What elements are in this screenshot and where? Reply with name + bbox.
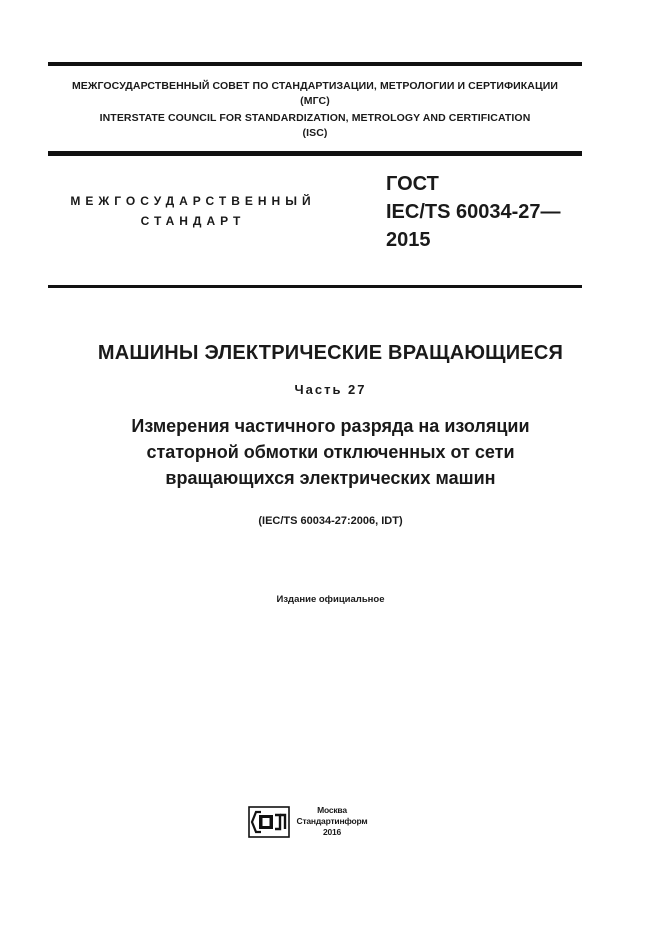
subtitle-line2: статорной обмотки отключенных от сети xyxy=(146,442,515,462)
middle-rule xyxy=(48,151,582,156)
standard-type-line1: МЕЖГОСУДАРСТВЕННЫЙ xyxy=(70,194,316,208)
standard-designation xyxy=(386,170,561,254)
standartinform-logo-icon xyxy=(248,806,290,838)
council-name-ru xyxy=(48,79,582,109)
subtitle-line3: вращающихся электрических машин xyxy=(165,468,496,488)
council-abbr-ru: (МГС) xyxy=(300,95,330,107)
document-subtitle xyxy=(60,413,601,491)
designation-line1: ГОСТ xyxy=(386,173,439,195)
part-number: Часть 27 xyxy=(294,382,367,397)
iec-reference: (IEC/TS 60034-27:2006, IDT) xyxy=(258,515,403,527)
designation-line3: 2015 xyxy=(386,229,431,251)
lower-rule xyxy=(48,285,582,288)
document-title: МАШИНЫ ЭЛЕКТРИЧЕСКИЕ ВРАЩАЮЩИЕСЯ xyxy=(97,342,564,364)
council-name-en-line1: INTERSTATE COUNCIL FOR STANDARDIZATION, METROLOGY AND CERTIFICATION xyxy=(99,112,531,124)
designation-line2: IEC/TS 60034-27— xyxy=(386,201,561,223)
edition-label: Издание официальное xyxy=(276,594,385,605)
top-rule xyxy=(48,62,582,66)
council-abbr-en: (ISC) xyxy=(302,127,328,139)
publisher-year: 2016 xyxy=(322,827,342,837)
standard-type-line2: СТАНДАРТ xyxy=(140,214,246,228)
subtitle-line1: Измерения частичного разряда на изоляции xyxy=(131,416,530,436)
council-name-ru-line1: МЕЖГОСУДАРСТВЕННЫЙ СОВЕТ ПО СТАНДАРТИЗАЦИИ, МЕТРОЛОГИИ И СЕРТИФИКАЦИИ xyxy=(71,80,559,92)
publisher-city: Москва xyxy=(317,805,347,815)
publisher-name: Стандартинформ xyxy=(296,816,368,826)
council-name-en xyxy=(48,111,582,141)
publisher-block xyxy=(292,805,372,838)
